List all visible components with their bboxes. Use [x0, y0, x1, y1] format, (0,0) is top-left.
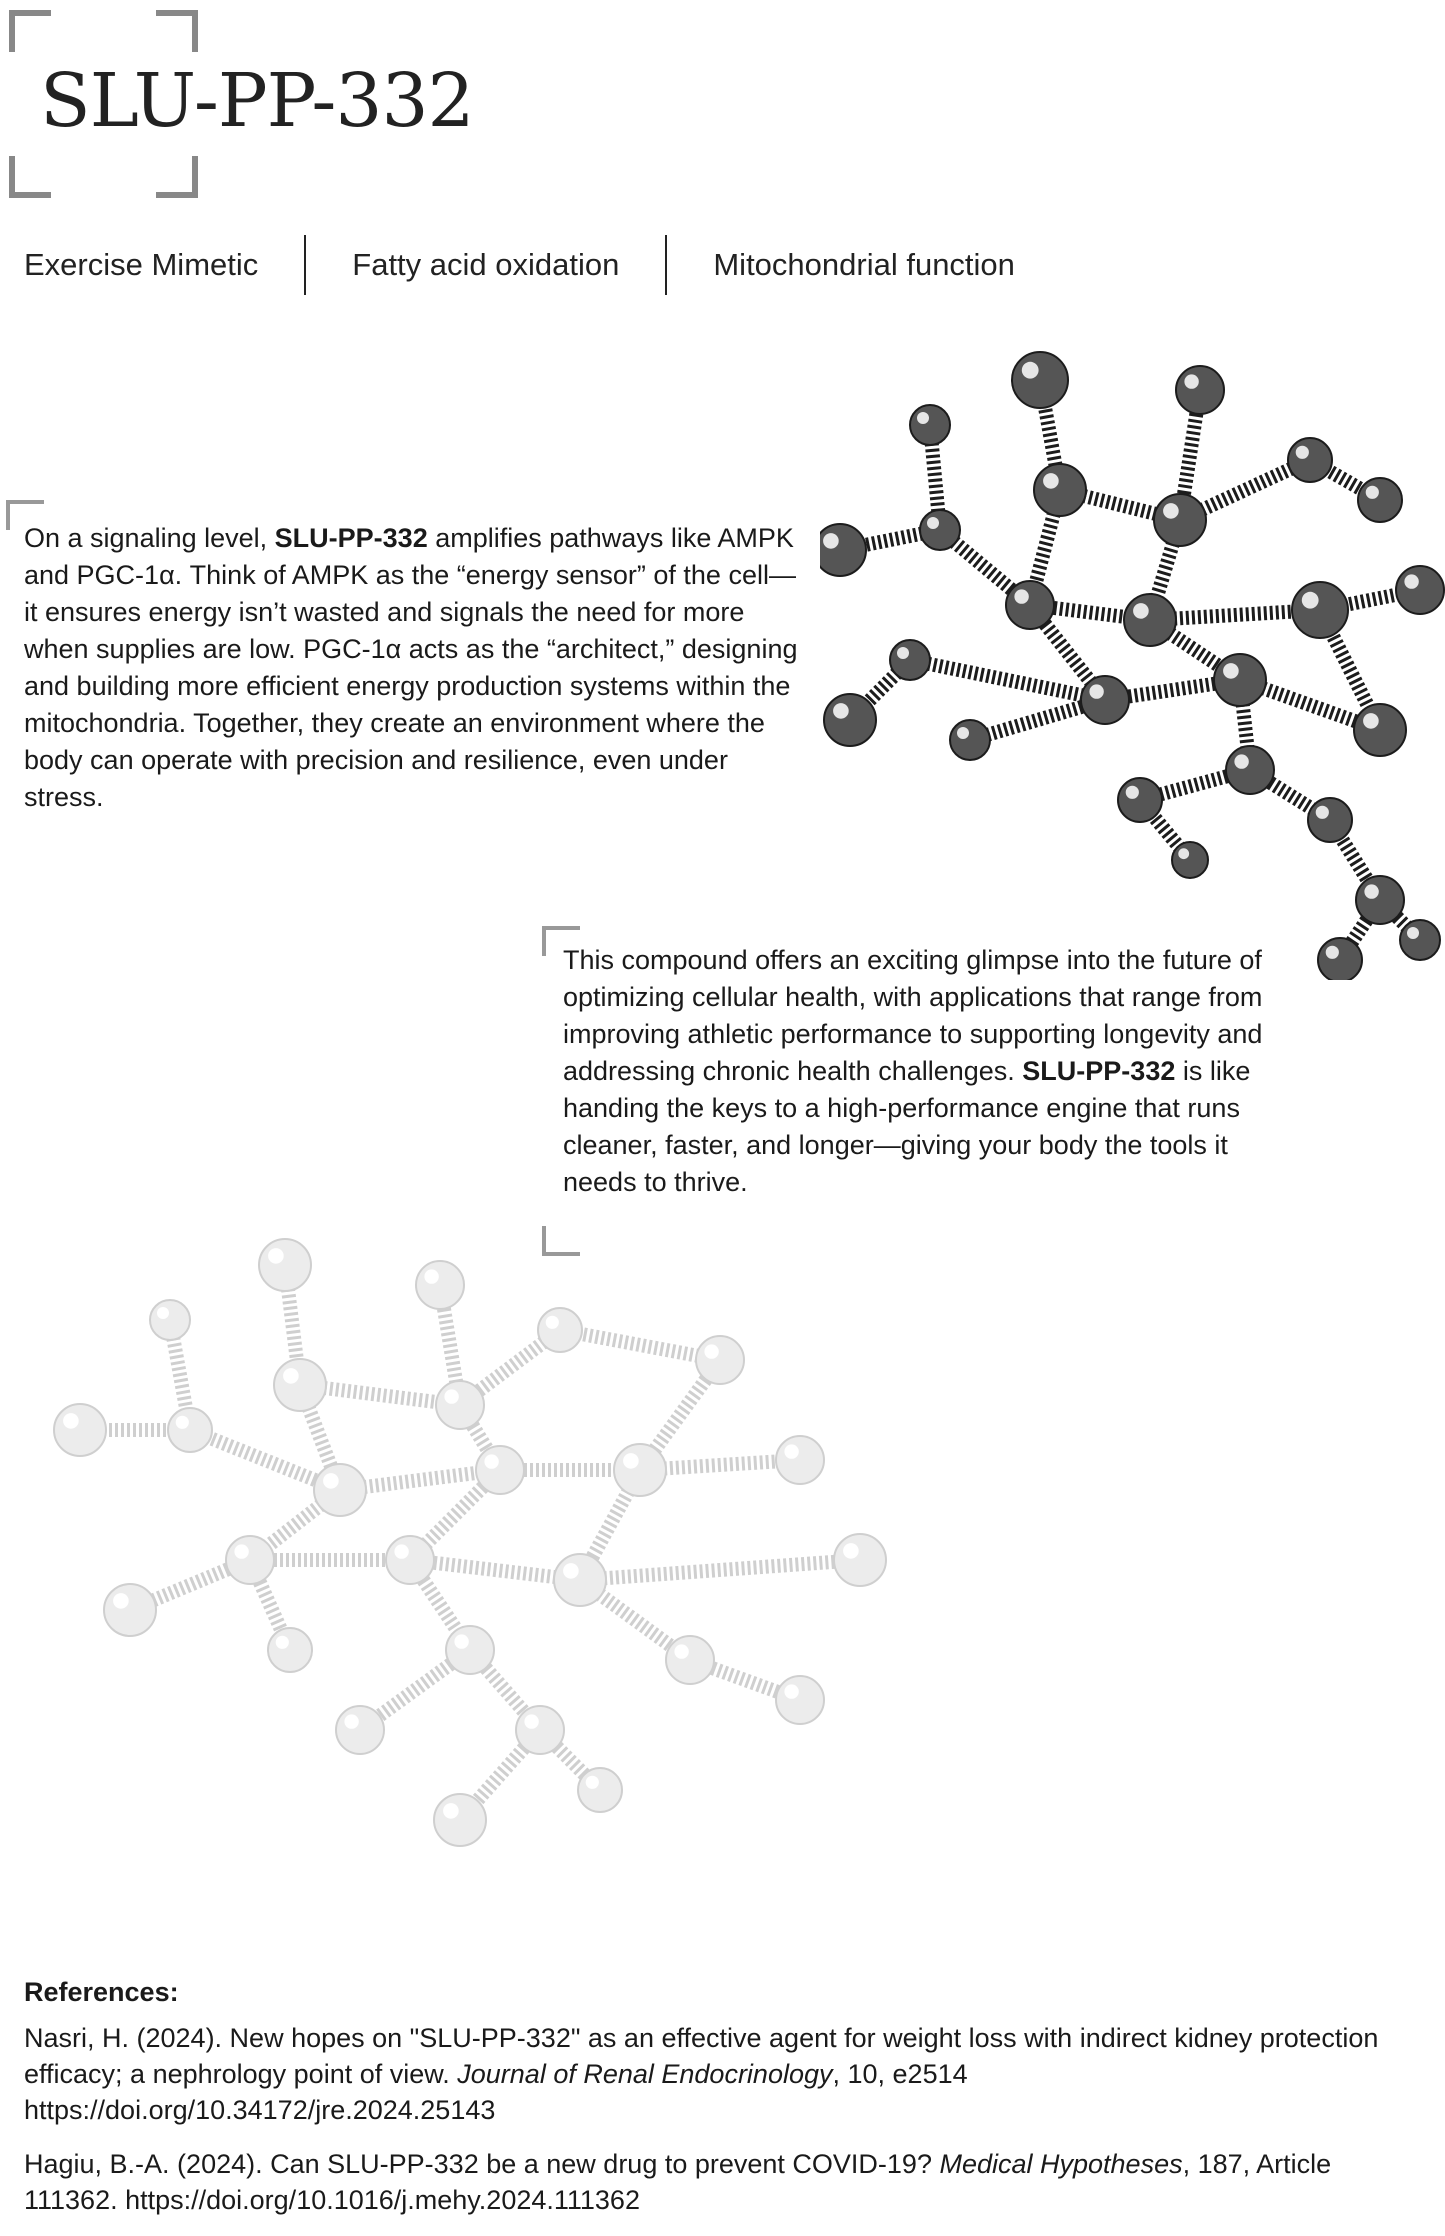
page-title: SLU-PP-332	[40, 58, 474, 144]
frame-corner-icon	[156, 156, 198, 198]
molecule-atom-highlight	[623, 1453, 639, 1469]
molecule-atom	[104, 1584, 156, 1636]
molecule-atom-highlight	[563, 1563, 579, 1579]
molecule-atom	[1292, 582, 1348, 638]
reference-item	[24, 2020, 1404, 2128]
molecule-atom	[268, 1628, 312, 1672]
molecule-atom-highlight	[1014, 589, 1028, 603]
molecule-atom-highlight	[1163, 503, 1179, 519]
paragraph-text: amplifies pathways like AMPK and PGC-1α. Think of AMPK as the “energy sensor” of the cell—it ensures energy isn’t wasted and signals the need for more when supplies are low. PGC-1α acts as the “architect,” designing and building more efficient energy production systems within the mitochondria. Together, they create an environment where the body can operate with precision and resilience, even under stress.	[24, 523, 798, 812]
tag-exercise-mimetic: Exercise Mimetic	[24, 247, 259, 282]
molecule-atom	[538, 1308, 582, 1352]
molecule-atom	[1288, 438, 1332, 482]
molecule-bond	[580, 1560, 860, 1580]
tag-divider	[665, 235, 667, 295]
paragraph-text: is like handing the keys to a high-performance engine that runs cleaner, faster, and longer—giving your body the tools it needs to thrive.	[563, 1056, 1251, 1197]
frame-corner-icon	[9, 10, 51, 52]
molecule-atom-highlight	[268, 1248, 284, 1264]
molecule-atom	[150, 1300, 190, 1340]
molecule-atom-highlight	[443, 1803, 459, 1819]
molecule-atom	[578, 1768, 622, 1812]
molecule-atom-highlight	[1302, 592, 1319, 609]
molecule-atom-highlight	[113, 1593, 129, 1609]
molecule-atom-highlight	[1022, 362, 1039, 379]
molecule-atom-highlight	[897, 647, 909, 659]
molecule-atom	[910, 405, 950, 445]
molecule-atom	[336, 1706, 384, 1754]
molecule-atom	[274, 1359, 326, 1411]
molecule-atom	[1356, 876, 1404, 924]
molecule-atom-highlight	[674, 1644, 688, 1658]
molecule-atom	[820, 524, 866, 576]
molecule-atom	[1154, 494, 1206, 546]
molecule-atom-highlight	[586, 1776, 599, 1789]
references-section	[24, 1974, 1404, 2236]
molecule-atom	[1034, 464, 1086, 516]
molecule-atom	[696, 1336, 744, 1384]
molecule-atom	[950, 720, 990, 760]
molecule-atom	[1006, 581, 1054, 629]
molecule-atom	[446, 1626, 494, 1674]
molecule-atom-highlight	[394, 1544, 408, 1558]
reference-text: , 187, Article 111362. https://doi.org/10.1016/j.mehy.2024.111362	[24, 2149, 1332, 2215]
molecule-atom	[824, 694, 876, 746]
molecule-atom-highlight	[283, 1368, 299, 1384]
molecule-atom	[890, 640, 930, 680]
molecule-atom-highlight	[1133, 603, 1149, 619]
molecule-atom-highlight	[63, 1413, 79, 1429]
molecule-atom	[1081, 676, 1129, 724]
molecule-atom-highlight	[1043, 473, 1059, 489]
molecule-atom	[259, 1239, 311, 1291]
molecule-atom-highlight	[784, 1444, 798, 1458]
references-heading: References:	[24, 1977, 179, 2007]
molecule-atom	[436, 1381, 484, 1429]
reference-item	[24, 2146, 1404, 2218]
molecule-atom	[516, 1706, 564, 1754]
paragraph-text: This compound offers an exciting glimpse into the future of optimizing cellular health, with applications that range from improving athletic performance to supporting longevity and addressing chronic health challenges.	[563, 945, 1263, 1086]
molecule-atom	[920, 510, 960, 550]
molecule-atom	[776, 1676, 824, 1724]
reference-text: Hagiu, B.-A. (2024). Can SLU-PP-332 be a new drug to prevent COVID-19?	[24, 2149, 940, 2179]
molecule-atom	[834, 1534, 886, 1586]
molecule-atom	[1308, 798, 1352, 842]
molecule-atom	[554, 1554, 606, 1606]
compound-name-bold: SLU-PP-332	[1022, 1056, 1176, 1086]
molecule-atom	[168, 1408, 212, 1452]
tag-fatty-acid-oxidation: Fatty acid oxidation	[352, 247, 620, 282]
molecule-atom-highlight	[1363, 713, 1379, 729]
molecule-atom-highlight	[444, 1389, 458, 1403]
molecule-atom-highlight	[157, 1307, 169, 1319]
molecule-atom	[1124, 594, 1176, 646]
molecule-atom	[1358, 478, 1402, 522]
frame-corner-icon	[9, 156, 51, 198]
molecule-atom-highlight	[1178, 848, 1189, 859]
molecule-atom	[1214, 654, 1266, 706]
molecule-atom-highlight	[927, 517, 939, 529]
molecule-atom-highlight	[484, 1454, 498, 1468]
molecule-atom-highlight	[1364, 884, 1378, 898]
molecule-atom-highlight	[833, 703, 849, 719]
reference-journal: Journal of Renal Endocrinology	[457, 2059, 833, 2089]
molecule-atom	[1354, 704, 1406, 756]
molecule-atom-highlight	[276, 1636, 289, 1649]
molecule-atom	[476, 1446, 524, 1494]
molecule-atom-highlight	[1366, 486, 1379, 499]
molecule-atom-highlight	[784, 1684, 798, 1698]
molecule-atom-highlight	[234, 1544, 248, 1558]
molecule-atom-highlight	[1407, 927, 1419, 939]
molecule-atom-highlight	[344, 1714, 358, 1728]
reference-text: Nasri, H. (2024). New hopes on "SLU-PP-332" as an effective agent for weight loss with indirect kidney protection efficacy; a nephrology point of view.	[24, 2023, 1379, 2089]
molecule-atom-highlight	[1184, 374, 1198, 388]
paragraph-text: On a signaling level,	[24, 523, 275, 553]
molecule-atom	[386, 1536, 434, 1584]
molecule-illustration-dark	[820, 340, 1445, 980]
tag-mitochondrial-function: Mitochondrial function	[713, 247, 1015, 282]
molecule-atom	[1318, 938, 1362, 980]
molecule-atom-highlight	[1296, 446, 1309, 459]
molecule-atom-highlight	[1404, 574, 1418, 588]
frame-corner-icon	[156, 10, 198, 52]
molecule-atom	[416, 1261, 464, 1309]
molecule-atom-highlight	[323, 1473, 339, 1489]
body-paragraph-glimpse	[563, 942, 1283, 1201]
reference-journal: Medical Hypotheses	[939, 2149, 1183, 2179]
molecule-atom	[666, 1636, 714, 1684]
molecule-atom	[1176, 366, 1224, 414]
molecule-atom	[1012, 352, 1068, 408]
molecule-atom	[1118, 778, 1162, 822]
molecule-atom-highlight	[424, 1269, 438, 1283]
molecule-atom-highlight	[176, 1416, 189, 1429]
tag-list	[24, 234, 1015, 296]
molecule-atom-highlight	[823, 533, 839, 549]
molecule-atom-highlight	[1223, 663, 1239, 679]
molecule-atom-highlight	[917, 412, 929, 424]
molecule-atom	[226, 1536, 274, 1584]
molecule-atom-highlight	[454, 1634, 468, 1648]
body-paragraph-signaling	[24, 520, 809, 816]
molecule-atom-highlight	[957, 727, 969, 739]
quote-bracket-icon	[542, 1226, 580, 1256]
molecule-atom	[314, 1464, 366, 1516]
molecule-atom	[614, 1444, 666, 1496]
molecule-atom	[434, 1794, 486, 1846]
molecule-bond	[910, 660, 1105, 700]
molecule-atom-highlight	[1326, 946, 1339, 959]
molecule-atom	[54, 1404, 106, 1456]
molecule-atom	[1396, 566, 1444, 614]
molecule-atom-highlight	[1234, 754, 1248, 768]
molecule-illustration-light	[40, 1230, 900, 1870]
molecule-atom	[1226, 746, 1274, 794]
molecule-atom	[1172, 842, 1208, 878]
compound-name-bold: SLU-PP-332	[274, 523, 428, 553]
molecule-atom-highlight	[1089, 684, 1103, 698]
tag-divider	[304, 235, 306, 295]
reference-text: , 10, e2514 https://doi.org/10.34172/jre.2024.25143	[24, 2059, 968, 2125]
molecule-atom-highlight	[524, 1714, 538, 1728]
molecule-atom-highlight	[843, 1543, 859, 1559]
molecule-atom	[776, 1436, 824, 1484]
molecule-atom-highlight	[546, 1316, 559, 1329]
molecule-atom-highlight	[1316, 806, 1329, 819]
molecule-atom-highlight	[704, 1344, 718, 1358]
molecule-atom	[1400, 920, 1440, 960]
molecule-atom-highlight	[1126, 786, 1139, 799]
